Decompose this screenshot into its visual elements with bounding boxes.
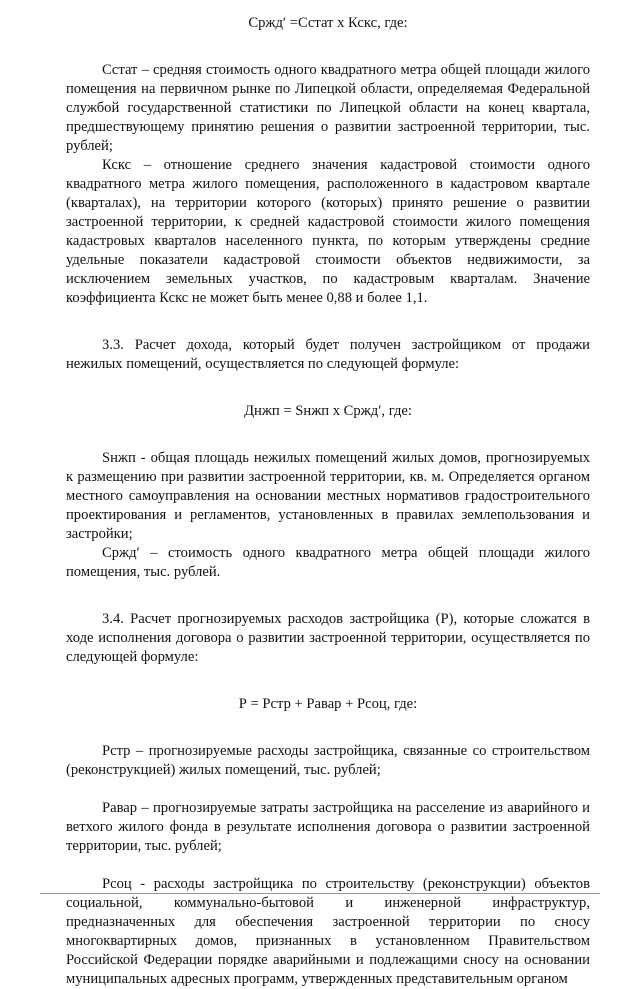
document-page — [66, 14, 590, 989]
paragraph-section-3-4: 3.4. Расчет прогнозируемых расходов застройщика (Р), которые сложатся в ходе исполнения договора о развитии застроенной территории, осуществляется по следующей формуле: — [66, 611, 590, 665]
paragraph-snzhp-definition: Sнжп - общая площадь нежилых помещений жилых домов, прогнозируемых к размещению при развитии застроенной территории, кв. м. Определяется органом местного самоуправления на основании местных нормативов градостроительного проектирования и регламентов, установленных в правилах землепользования и застройки; — [66, 450, 590, 542]
paragraph-ksks-definition: Кскс – отношение среднего значения кадастровой стоимости одного квадратного метра жилого помещения, расположенного в кадастровом квартале (кварталах), на территории которого (которых) принято решение о развитии застроенной территории, к средней кадастровой стоимости жилого помещения кадастровых кварталов населенного пункта, по которым утверждены средние удельные показатели кадастровой стоимости объектов недвижимости, за исключением земельных участков, по кадастровым кварталам. Значение коэффициента Кскс не может быть менее 0,88 и более 1,1. — [66, 157, 590, 306]
formula-nonresidential-income: Днжп = Sнжп x Срждʹ, где: — [244, 403, 412, 419]
paragraph-section-3-3: 3.3. Расчет дохода, который будет получен застройщиком от продажи нежилых помещений, осуществляется по следующей формуле: — [66, 337, 590, 372]
paragraph-rsots-definition: Рсоц - расходы застройщика по строительству (реконструкции) объектов социальной, коммунально-бытовой и инженерной инфраструктур, предназначенных для обеспечения застроенной территории по сносу многоквартирных домов, признанных в установленном Правительством Российской Федерации порядке аварийными и подлежащими сносу на основании муниципальных адресных программ, утвержденных представительным органом — [66, 876, 590, 987]
formula-cost-per-sqm: Срждʹ =Сстат x Кскс, где: — [248, 15, 408, 31]
page-bottom-divider — [40, 893, 600, 894]
paragraph-ravar-definition: Равар – прогнозируемые затраты застройщика на расселение из аварийного и ветхого жилого фонда в результате исполнения договора о развитии застроенной территории, тыс. рублей; — [66, 800, 590, 854]
paragraph-sstat-definition: Сстат – средняя стоимость одного квадратного метра общей площади жилого помещения на первичном рынке по Липецкой области, определяемая Федеральной службой государственной статистики по Липецкой области на конец квартала, предшествующему принятию решения о развитии застроенной территории, тыс. рублей; — [66, 62, 590, 154]
paragraph-srzhd-definition: Срждʹ – стоимость одного квадратного метра общей площади жилого помещения, тыс. рублей. — [66, 545, 590, 580]
paragraph-rstr-definition: Рстр – прогнозируемые расходы застройщика, связанные со строительством (реконструкцией) жилых помещений, тыс. рублей; — [66, 743, 590, 778]
formula-developer-expenses: Р = Рстр + Равар + Рсоц, где: — [238, 696, 418, 712]
